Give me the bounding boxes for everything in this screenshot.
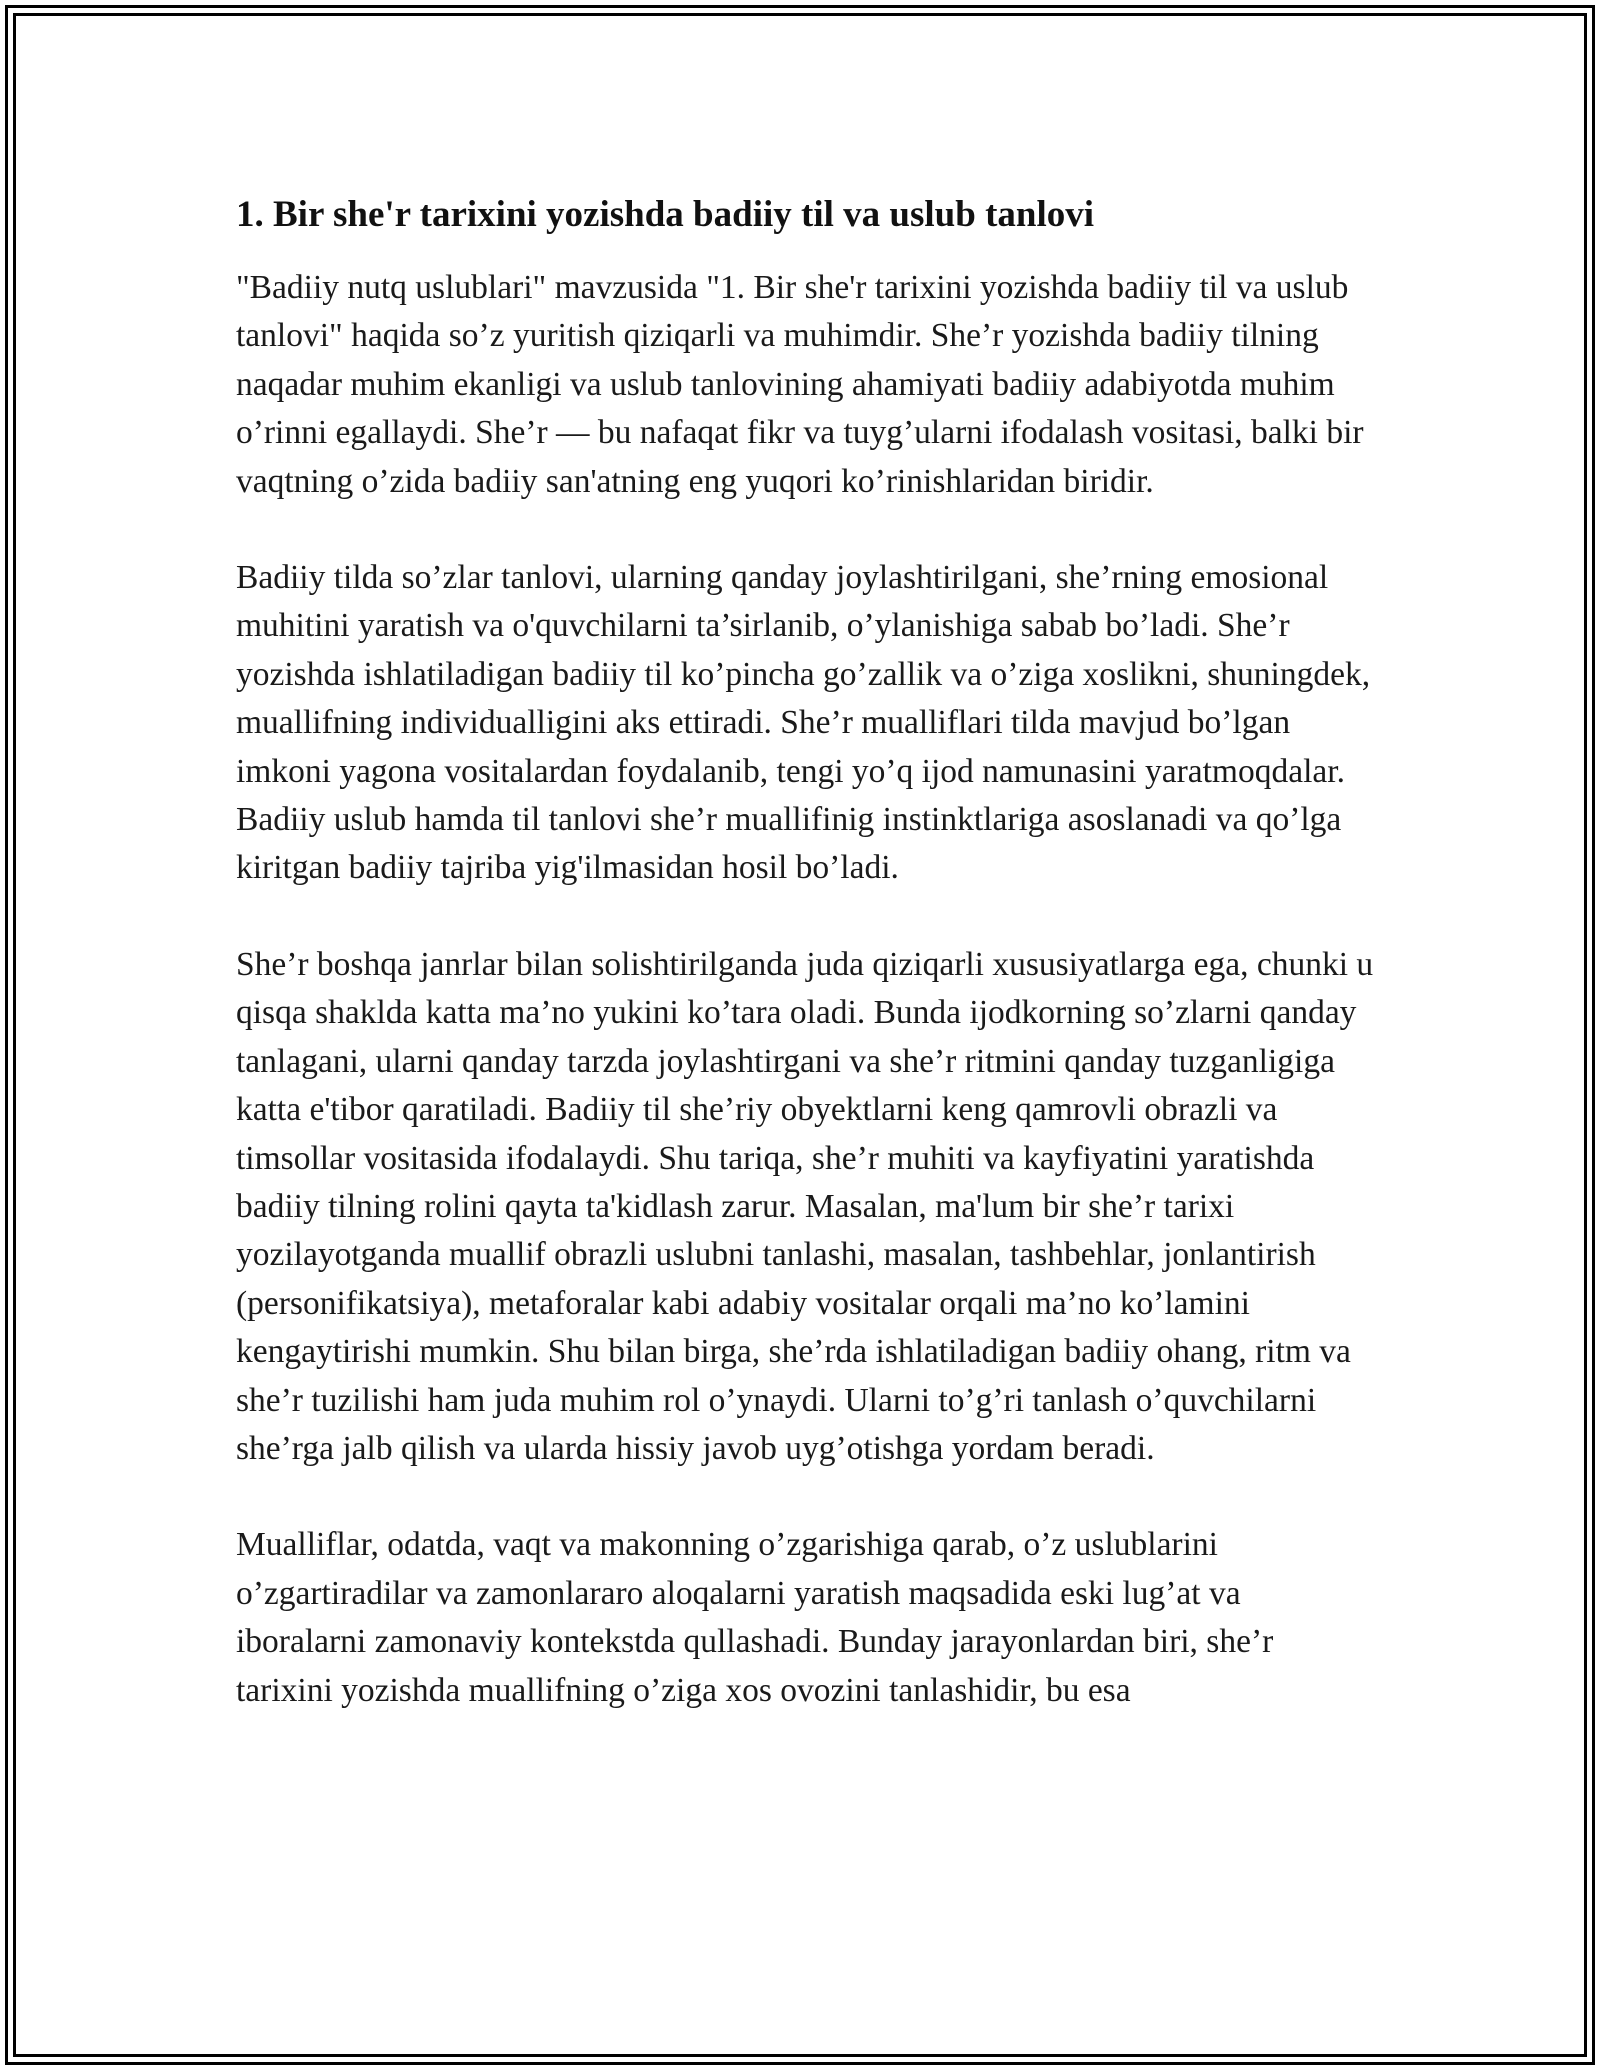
document-body <box>236 190 1376 1763</box>
paragraph-3: She’r boshqa janrlar bilan solishtirilganda juda qiziqarli xususiyatlarga ega, chunki u qisqa shaklda katta ma’no yukini ko’tara oladi. Bunda ijodkorning so’zlarni qanday tanlagani, ularni qanday tarzda joylashtirgani va she’r ritmini qanday tuzganligiga katta e'tibor qaratiladi. Badiiy til she’riy obyektlarni keng qamrovli obrazli va timsollar vositasida ifodalaydi. Shu tariqa, she’r muhiti va kayfiyatini yaratishda badiiy tilning rolini qayta ta'kidlash zarur. Masalan, ma'lum bir she’r tarixi yozilayotganda muallif obrazli uslubni tanlashi, masalan, tashbehlar, jonlantirish (personifikatsiya), metaforalar kabi adabiy vositalar orqali ma’no ko’lamini kengaytirishi mumkin. Shu bilan birga, she’rda ishlatiladigan badiiy ohang, ritm va she’r tuzilishi ham juda muhim rol o’ynaydi. Ularni to’g’ri tanlash o’quvchilarni she’rga jalb qilish va ularda hissiy javob uyg’otishga yordam beradi. <box>236 945 1374 1467</box>
section-heading: 1. Bir she'r tarixini yozishda badiiy til va uslub tanlovi <box>236 194 1095 235</box>
paragraph-4: Mualliflar, odatda, vaqt va makonning o’zgarishiga qarab, o’z uslublarini o’zgartiradilar va zamonlararo aloqalarni yaratish maqsadida eski lug’at va iboralarni zamonaviy kontekstda qullashadi. Bunday jarayonlardan biri, she’r tarixini yozishda muallifning o’ziga xos ovozini tanlashidir, bu esa <box>236 1526 1274 1709</box>
paragraph-2: Badiiy tilda so’zlar tanlovi, ularning qanday joylashtirilgani, she’rning emosional muhitini yaratish va o'quvchilarni ta’sirlanib, o’ylanishiga sabab bo’ladi. She’r yozishda ishlatiladigan badiiy til ko’pincha go’zallik va o’ziga xoslikni, shuningdek, muallifning individualligini aks ettiradi. She’r mualliflari tilda mavjud bo’lgan imkoni yagona vositalardan foydalanib, tengi yo’q ijod namunasini yaratmoqdalar. Badiiy uslub hamda til tanlovi she’r muallifinig instinktlariga asoslanadi va qo’lga kiritgan badiiy tajriba yig'ilmasidan hosil bo’ladi. <box>236 559 1371 887</box>
paragraph-1: "Badiiy nutq uslublari" mavzusida "1. Bir she'r tarixini yozishda badiiy til va uslub tanlovi" haqida so’z yuritish qiziqarli va muhimdir. She’r yozishda badiiy tilning naqadar muhim ekanligi va uslub tanlovining ahamiyati badiiy adabiyotda muhim o’rinni egallaydi. She’r — bu nafaqat fikr va tuyg’ularni ifodalash vositasi, balki bir vaqtning o’zida badiiy san'atning eng yuqori ko’rinishlaridan biridir. <box>236 269 1364 500</box>
